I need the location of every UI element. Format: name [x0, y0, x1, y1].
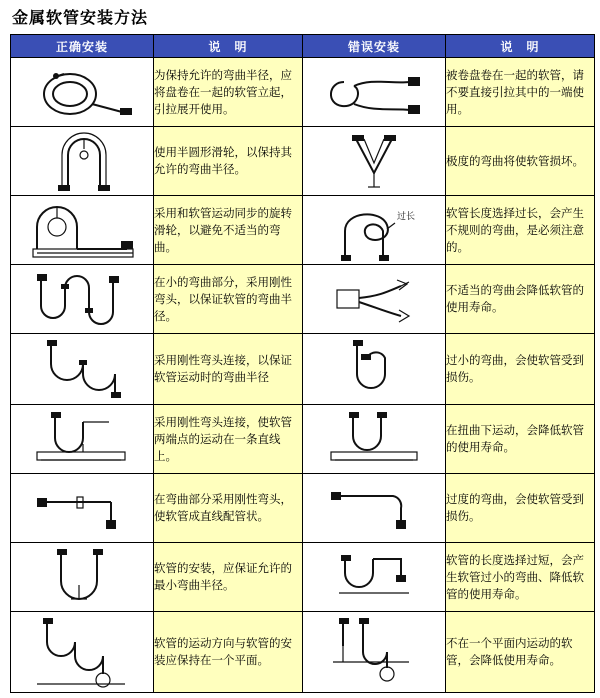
improper-bend-short-icon [303, 265, 446, 334]
correct-description: 采用和软管运动同步的旋转滑轮，以避免不适当的弯曲。 [154, 196, 303, 265]
wrong-description: 过小的弯曲，会使软管受到损伤。 [446, 334, 595, 405]
rigid-elbow-u-loop-icon [11, 334, 154, 405]
header-wrong-desc: 说 明 [446, 35, 595, 58]
page-title: 金属软管安装方法 [12, 8, 149, 27]
wrong-description: 不在一个平面内运动的软管，会降低使用寿命。 [446, 612, 595, 693]
too-long-small-bend-icon [303, 543, 446, 612]
rigid-elbow-straight-line-icon [11, 405, 154, 474]
correct-description: 在小的弯曲部分，采用刚性弯头，以保证软管的弯曲半径。 [154, 265, 303, 334]
table-row [11, 196, 595, 265]
table-header [11, 35, 595, 58]
twisted-u-motion-icon [303, 405, 446, 474]
correct-description: 采用刚性弯头连接，使软管两端点的运动在一条直线上。 [154, 405, 303, 474]
wrong-description: 软管的长度选择过短，会产生软管过小的弯曲、降低软管的使用寿命。 [446, 543, 595, 612]
different-plane-motion-icon [303, 612, 446, 693]
table-row [11, 127, 595, 196]
coiled-hose-pulled-icon [303, 58, 446, 127]
header-wrong-install: 错误安装 [303, 35, 446, 58]
too-small-bend-u-icon [303, 334, 446, 405]
table-body [11, 58, 595, 693]
wrong-description: 被卷盘卷在一起的软管，请不要直接引拉其中的一端使用。 [446, 58, 595, 127]
wrong-description: 极度的弯曲将使软管损坏。 [446, 127, 595, 196]
installation-methods-table [10, 34, 595, 693]
correct-description: 在弯曲部分采用刚性弯头，使软管成直线配管状。 [154, 474, 303, 543]
correct-description: 使用半圆形滑轮，以保持其允许的弯曲半径。 [154, 127, 303, 196]
wrong-description: 软管长度选择过长，会产生不规则的弯曲，是必须注意的。 [446, 196, 595, 265]
u-hose-min-radius-icon [11, 543, 154, 612]
table-header-row [11, 35, 595, 58]
wrong-description: 过度的弯曲，会使软管受到损伤。 [446, 474, 595, 543]
table-row [11, 543, 595, 612]
long-hose-irregular-bend-icon [303, 196, 446, 265]
table-row [11, 612, 595, 693]
over-bend-elbow-icon [303, 474, 446, 543]
correct-description: 软管的安装，应保证允许的最小弯曲半径。 [154, 543, 303, 612]
correct-description: 软管的运动方向与软管的安装应保持在一个平面。 [154, 612, 303, 693]
correct-description: 为保持允许的弯曲半径，应将盘卷在一起的软管立起，引拉展开使用。 [154, 58, 303, 127]
coiled-hose-roll-icon [11, 58, 154, 127]
half-round-pulley-loop-icon [11, 127, 154, 196]
correct-description: 采用刚性弯头连接，以保证软管运动时的弯曲半径 [154, 334, 303, 405]
wrong-description: 不适当的弯曲会降低软管的使用寿命。 [446, 265, 595, 334]
straight-pipe-with-elbow-icon [11, 474, 154, 543]
table-row [11, 265, 595, 334]
same-plane-motion-icon [11, 612, 154, 693]
table-row [11, 58, 595, 127]
table-row [11, 334, 595, 405]
header-correct-desc: 说 明 [154, 35, 303, 58]
table-row [11, 474, 595, 543]
sharp-v-bend-icon [303, 127, 446, 196]
rigid-elbow-small-bend-icon [11, 265, 154, 334]
wrong-note: 过长 [397, 212, 416, 222]
table-row [11, 405, 595, 474]
header-correct-install: 正确安装 [11, 35, 154, 58]
rotating-pulley-chain-icon [11, 196, 154, 265]
wrong-description: 在扭曲下运动，会降低软管的使用寿命。 [446, 405, 595, 474]
